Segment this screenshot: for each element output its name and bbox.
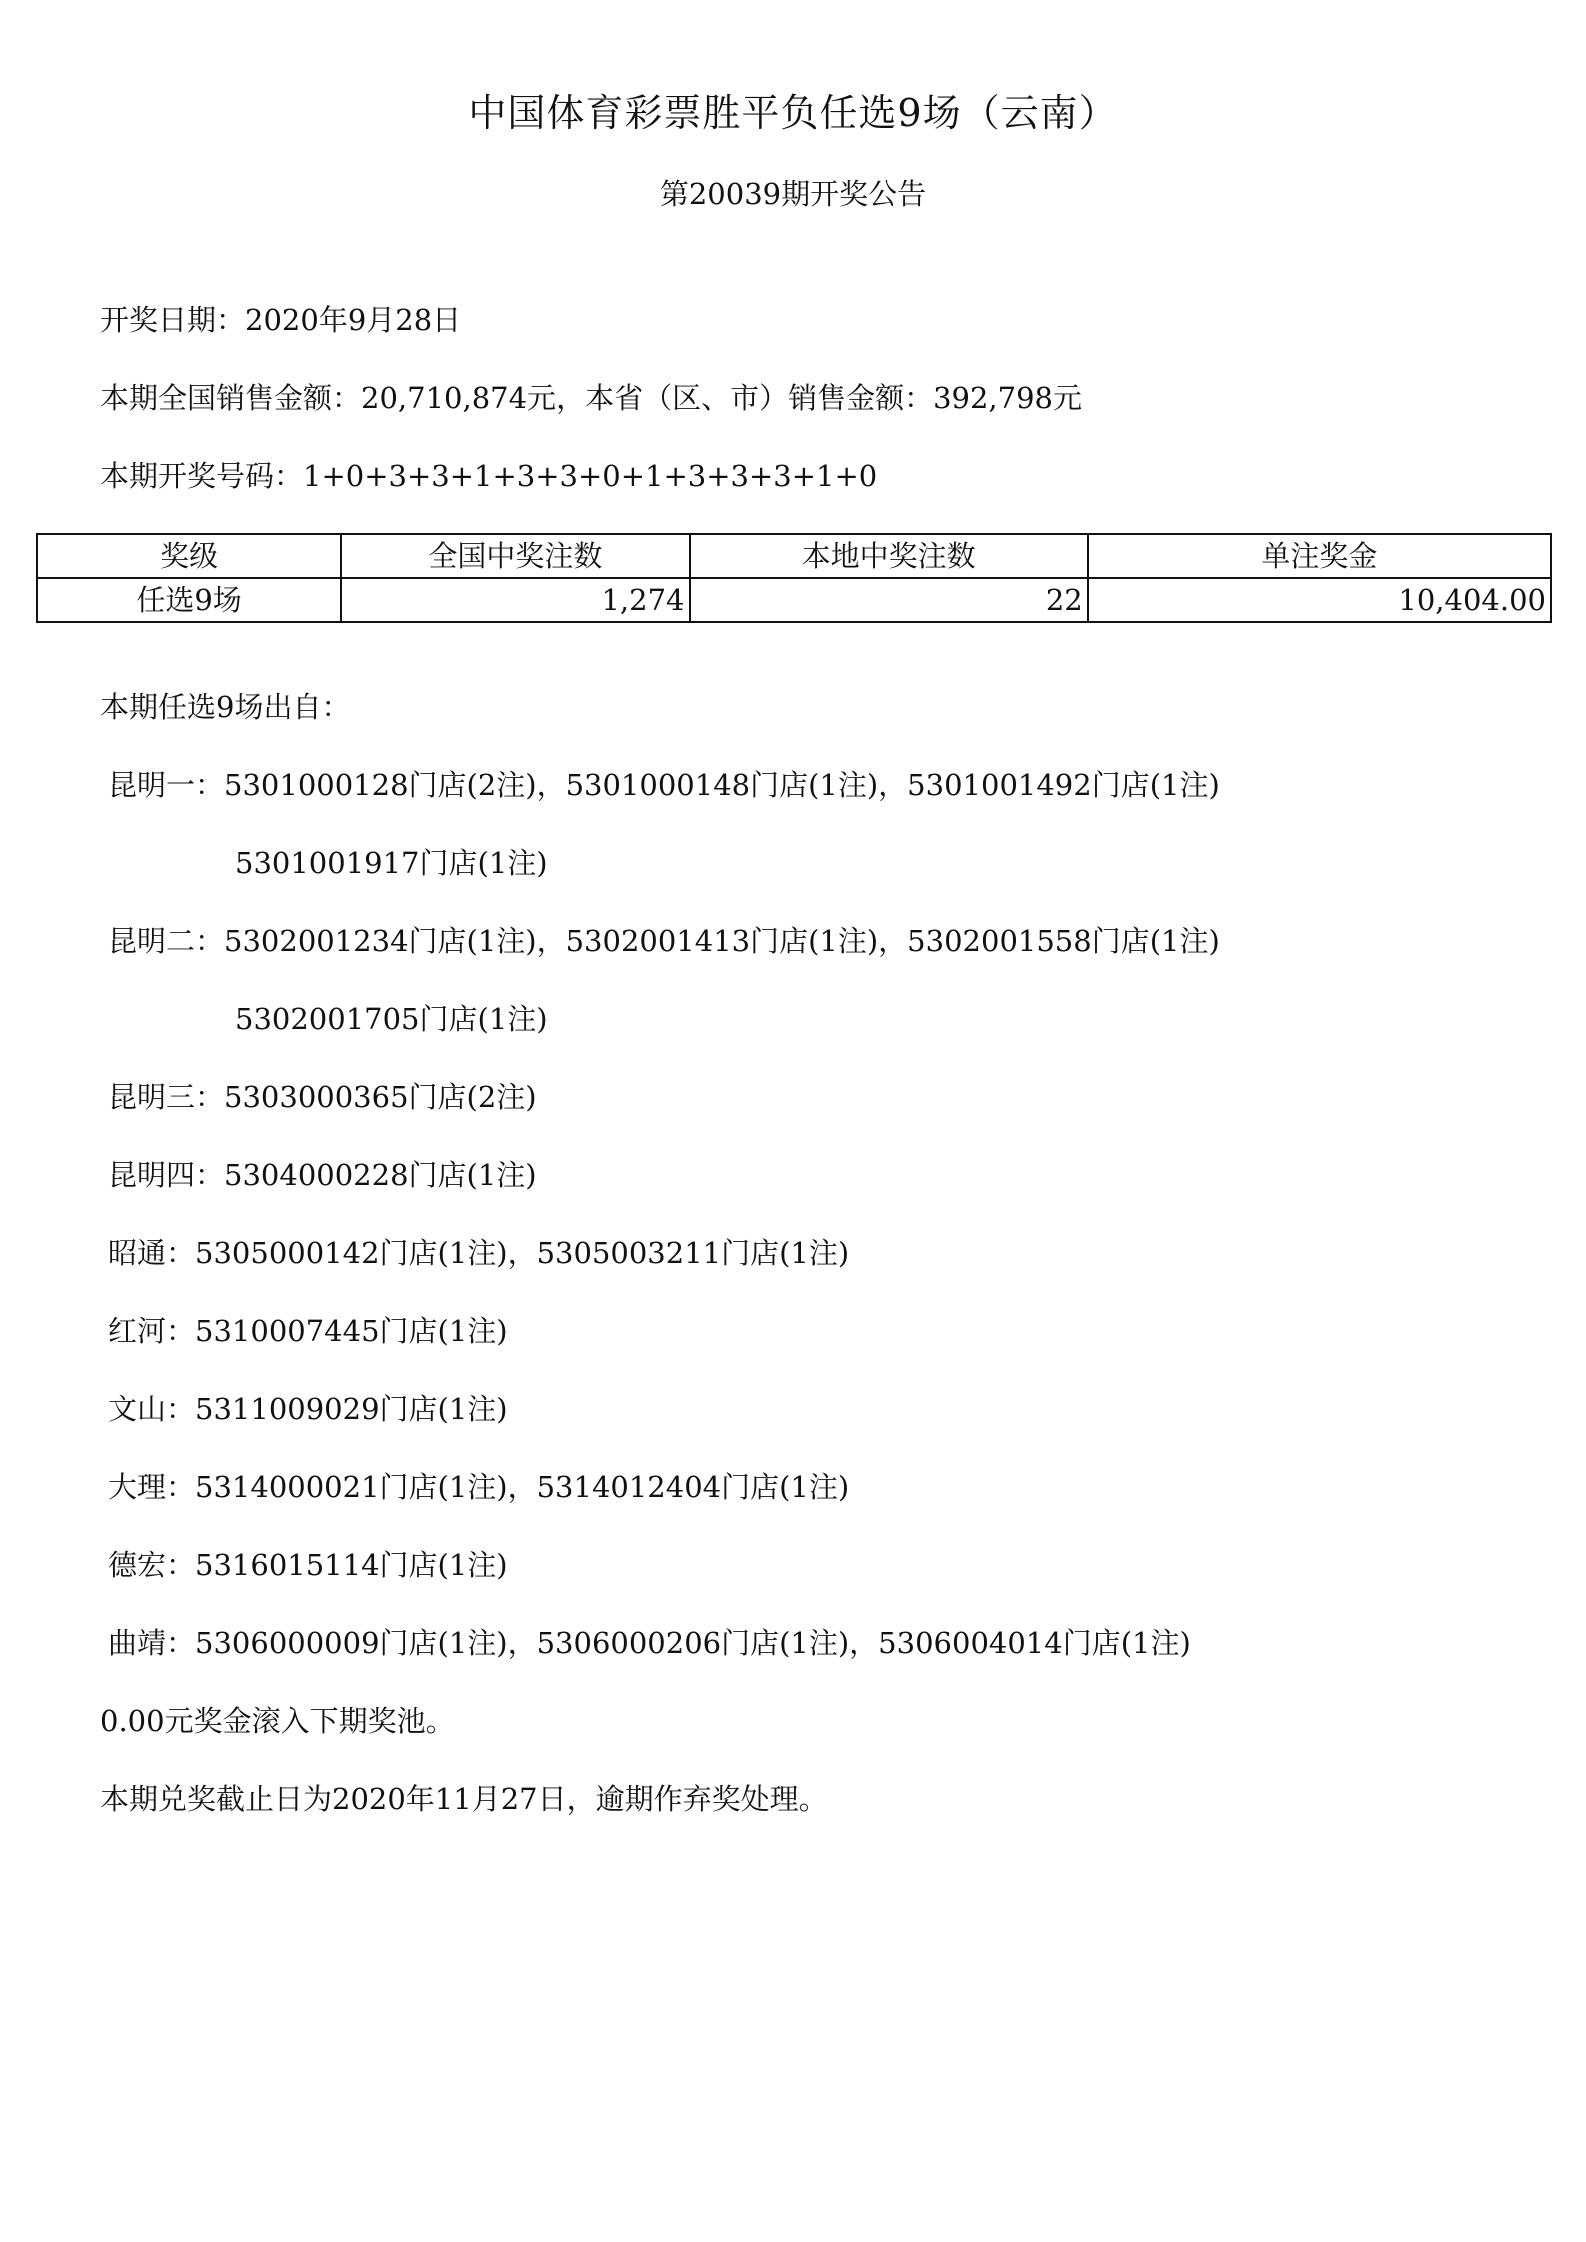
list-item	[108, 1231, 849, 1272]
list-item	[108, 1621, 1191, 1662]
sales-line	[100, 376, 1082, 417]
shop-list: 5302001234门店(1注)，5302001413门店(1注)，5302001558门店(1注)	[224, 924, 1220, 958]
list-item	[108, 1075, 537, 1116]
region-label: 昆明三：	[108, 1080, 225, 1114]
header-local-winners: 本地中奖注数	[690, 534, 1088, 578]
shop-list: 5316015114门店(1注)	[195, 1548, 508, 1582]
cell-level: 任选9场	[37, 578, 341, 622]
region-label: 昭通：	[108, 1236, 196, 1270]
region-label: 昆明一：	[108, 768, 225, 802]
draw-date-label: 开奖日期：	[100, 303, 246, 337]
province-sales-value: 392,798元	[933, 381, 1083, 415]
shop-list: 5311009029门店(1注)	[195, 1392, 508, 1426]
draw-numbers-value: 1+0+3+3+1+3+3+0+1+3+3+3+1+0	[303, 459, 878, 493]
list-item	[108, 1543, 508, 1584]
region-label: 文山：	[108, 1392, 196, 1426]
cell-local-winners: 22	[690, 578, 1088, 622]
shop-list: 5301000128门店(2注)，5301000148门店(1注)，5301001492门店(1注)	[224, 768, 1220, 802]
header-national-winners: 全国中奖注数	[341, 534, 689, 578]
shop-list: 5304000228门店(1注)	[224, 1158, 537, 1192]
list-item	[235, 997, 548, 1038]
shop-list: 5310007445门店(1注)	[195, 1314, 508, 1348]
header-prize: 单注奖金	[1088, 534, 1551, 578]
list-item	[108, 919, 1220, 960]
region-label: 曲靖：	[108, 1626, 196, 1660]
shop-list: 5302001705门店(1注)	[235, 1002, 548, 1036]
cell-national-winners: 1,274	[341, 578, 689, 622]
shop-list: 5314000021门店(1注)，5314012404门店(1注)	[195, 1470, 850, 1504]
shop-list: 5303000365门店(2注)	[224, 1080, 537, 1114]
shop-list: 5301001917门店(1注)	[235, 846, 548, 880]
prize-table	[36, 533, 1552, 623]
rollover-note: 0.00元奖金滚入下期奖池。	[100, 1704, 455, 1738]
region-label: 昆明四：	[108, 1158, 225, 1192]
shop-list: 5305000142门店(1注)，5305003211门店(1注)	[195, 1236, 850, 1270]
list-item	[108, 1465, 849, 1506]
cell-prize: 10,404.00	[1088, 578, 1551, 622]
national-sales-label: 本期全国销售金额：	[100, 381, 362, 415]
national-sales-value: 20,710,874元	[361, 381, 557, 415]
shop-list: 5306000009门店(1注)，5306000206门店(1注)，5306004014门店(1注)	[195, 1626, 1191, 1660]
table-row	[37, 578, 1551, 622]
list-item	[108, 763, 1220, 804]
deadline-note: 本期兑奖截止日为2020年11月27日，逾期作弃奖处理。	[100, 1782, 828, 1816]
draw-date-value: 2020年9月28日	[245, 303, 462, 337]
prize-table-header	[37, 534, 1551, 578]
region-label: 昆明二：	[108, 924, 225, 958]
draw-numbers-line	[100, 454, 877, 495]
region-label: 红河：	[108, 1314, 196, 1348]
page-title: 中国体育彩票胜平负任选9场（云南）	[468, 91, 1118, 135]
list-item	[108, 1153, 537, 1194]
draw-numbers-label: 本期开奖号码：	[100, 459, 304, 493]
list-item	[235, 841, 548, 882]
header-level: 奖级	[37, 534, 341, 578]
region-label: 德宏：	[108, 1548, 196, 1582]
province-sales-label: ，本省（区、市）销售金额：	[556, 381, 934, 415]
origins-intro: 本期任选9场出自：	[100, 690, 351, 724]
list-item	[108, 1309, 508, 1350]
draw-date-line	[100, 298, 461, 339]
issue-subtitle: 第20039期开奖公告	[659, 177, 927, 211]
list-item	[108, 1387, 508, 1428]
region-label: 大理：	[108, 1470, 196, 1504]
